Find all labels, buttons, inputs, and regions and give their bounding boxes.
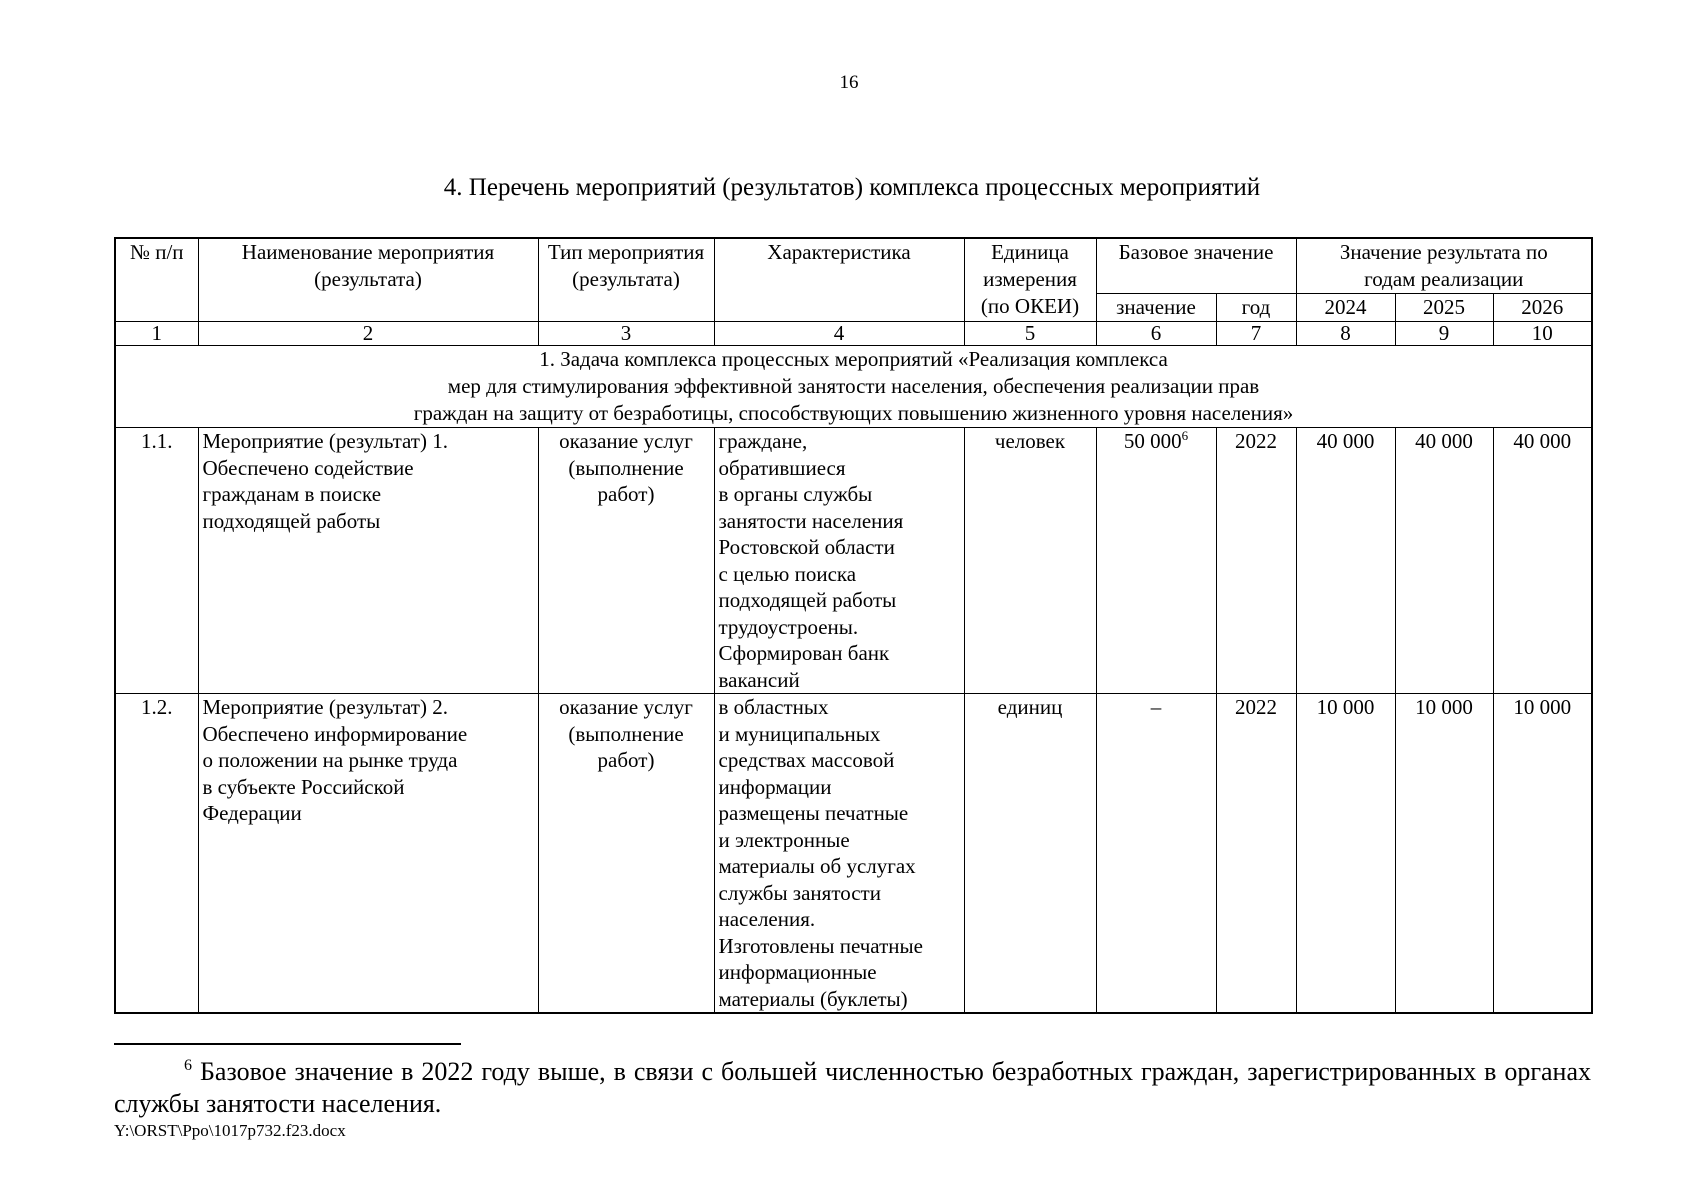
row-value-2026: 40 000 — [1493, 428, 1592, 694]
header-result: Значение результата по годам реализации — [1296, 238, 1592, 294]
header-base-value: значение — [1096, 294, 1216, 322]
row-unit: единиц — [964, 694, 1096, 1014]
column-number: 9 — [1395, 322, 1493, 346]
column-number: 4 — [714, 322, 964, 346]
row-num: 1.2. — [115, 694, 198, 1014]
page-number: 16 — [839, 72, 859, 93]
row-unit: человек — [964, 428, 1096, 694]
footnote-text: Базовое значение в 2022 году выше, в связи с большей численностью безработных граждан, зарегистрированных в органах службы занятости населения. — [114, 1057, 1591, 1118]
row-base-value — [1096, 428, 1216, 694]
row-value-2024: 40 000 — [1296, 428, 1395, 694]
column-number: 3 — [538, 322, 714, 346]
header-year-2025: 2025 — [1395, 294, 1493, 322]
base-value-text: – — [1150, 695, 1162, 719]
table-header-row — [115, 238, 1592, 294]
row-type: оказание услуг (выполнение работ) — [538, 694, 714, 1014]
column-number: 2 — [198, 322, 538, 346]
row-name: Мероприятие (результат) 2. Обеспечено информирование о положении на рынке труда в субъекте Российской Федерации — [198, 694, 538, 1014]
header-unit: Единица измерения (по ОКЕИ) — [964, 238, 1096, 322]
document-title: 4. Перечень мероприятий (результатов) комплекса процессных мероприятий — [443, 174, 1261, 201]
footnote-mark: 6 — [184, 1057, 192, 1075]
footnote-ref: 6 — [1181, 428, 1189, 443]
row-value-2025: 10 000 — [1395, 694, 1493, 1014]
row-name: Мероприятие (результат) 1. Обеспечено содействие гражданам в поиске подходящей работы — [198, 428, 538, 694]
header-base: Базовое значение — [1096, 238, 1296, 294]
row-value-2025: 40 000 — [1395, 428, 1493, 694]
activities-table — [114, 237, 1593, 1014]
column-number: 6 — [1096, 322, 1216, 346]
column-number: 10 — [1493, 322, 1592, 346]
column-number: 8 — [1296, 322, 1395, 346]
row-base-year: 2022 — [1216, 694, 1296, 1014]
header-name: Наименование мероприятия (результата) — [198, 238, 538, 322]
base-value-text: 50 000 — [1123, 429, 1182, 453]
header-base-year: год — [1216, 294, 1296, 322]
header-type: Тип мероприятия (результата) — [538, 238, 714, 322]
header-characteristic: Характеристика — [714, 238, 964, 322]
footnote — [114, 1056, 1591, 1120]
column-number: 1 — [115, 322, 198, 346]
task-title: 1. Задача комплекса процессных мероприятий «Реализация комплекса мер для стимулирования эффективной занятости населения, обеспечения реализации прав граждан на защиту от безработицы, способствующих повышению жизненного уровня населения» — [115, 346, 1592, 428]
row-characteristic: в областных и муниципальных средствах массовой информации размещены печатные и электронные материалы об услугах службы занятости населения. Изготовлены печатные информационные материалы (буклеты) — [714, 694, 964, 1014]
header-year-2024: 2024 — [1296, 294, 1395, 322]
table-row — [115, 428, 1592, 694]
header-year-2026: 2026 — [1493, 294, 1592, 322]
task-row — [115, 346, 1592, 428]
row-base-value — [1096, 694, 1216, 1014]
table-row — [115, 694, 1592, 1014]
row-num: 1.1. — [115, 428, 198, 694]
row-base-year: 2022 — [1216, 428, 1296, 694]
row-value-2024: 10 000 — [1296, 694, 1395, 1014]
row-characteristic: граждане, обратившиеся в органы службы занятости населения Ростовской области с целью поиска подходящей работы трудоустроены. Сформирован банк вакансий — [714, 428, 964, 694]
column-number: 7 — [1216, 322, 1296, 346]
footnote-separator — [114, 1043, 461, 1045]
column-number-row — [115, 322, 1592, 346]
file-path: Y:\ORST\Ppo\1017p732.f23.docx — [114, 1121, 346, 1140]
header-num: № п/п — [115, 238, 198, 322]
column-number: 5 — [964, 322, 1096, 346]
row-value-2026: 10 000 — [1493, 694, 1592, 1014]
row-type: оказание услуг (выполнение работ) — [538, 428, 714, 694]
